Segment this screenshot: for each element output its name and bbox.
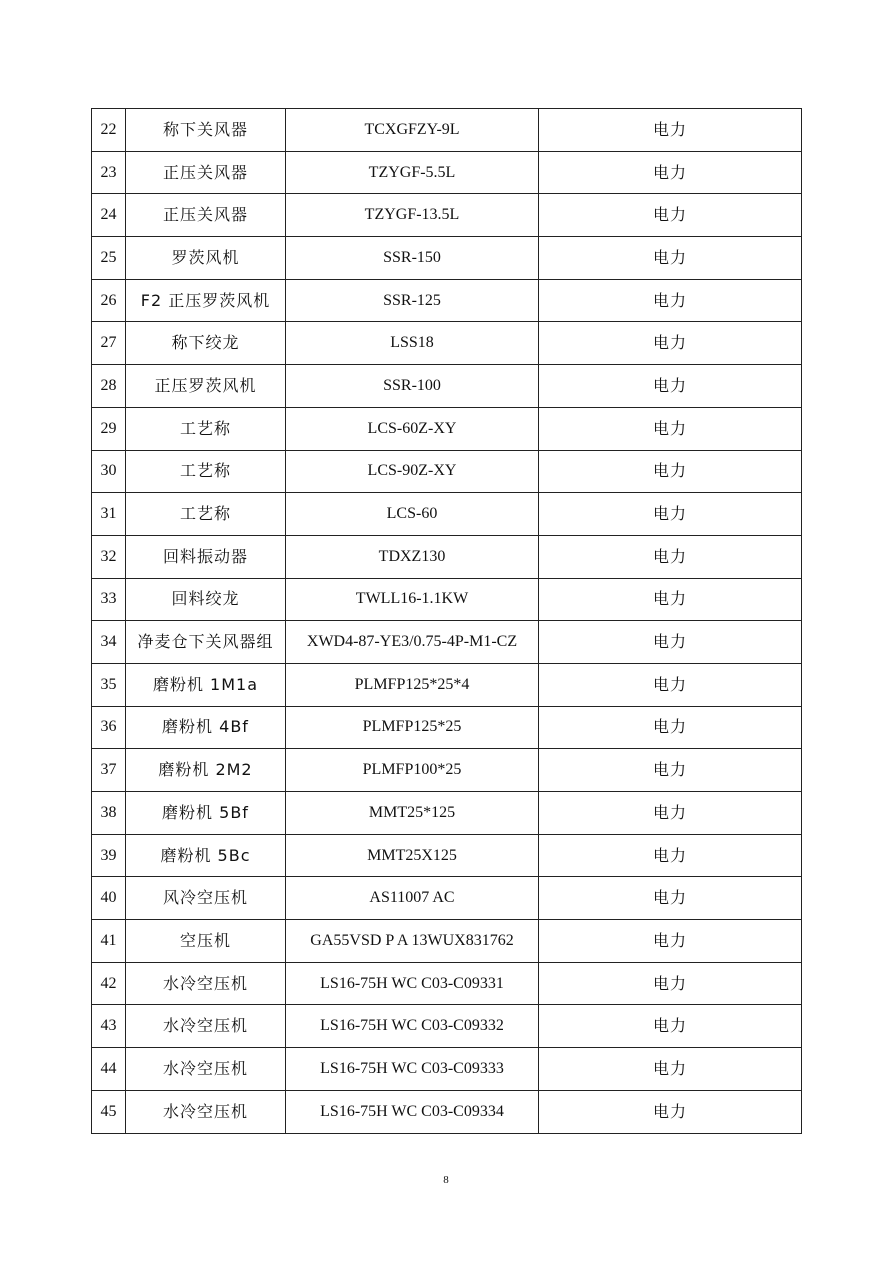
energy-type-cell: 电力 — [539, 877, 802, 920]
table-row — [92, 151, 802, 194]
row-number-cell: 33 — [92, 578, 126, 621]
equipment-name-cell: 磨粉机 4Bf — [126, 706, 286, 749]
equipment-name-cell: 正压关风器 — [126, 151, 286, 194]
energy-type-cell: 电力 — [539, 493, 802, 536]
energy-type-cell: 电力 — [539, 962, 802, 1005]
row-number-cell: 29 — [92, 407, 126, 450]
equipment-name-cell: 磨粉机 5Bc — [126, 834, 286, 877]
equipment-name-cell: 水冷空压机 — [126, 1090, 286, 1133]
table-row — [92, 1005, 802, 1048]
equipment-name-cell: 工艺称 — [126, 493, 286, 536]
equipment-model-cell: TZYGF-13.5L — [286, 194, 539, 237]
table-row — [92, 450, 802, 493]
row-number-cell: 40 — [92, 877, 126, 920]
row-number-cell: 38 — [92, 792, 126, 835]
equipment-name-cell: 风冷空压机 — [126, 877, 286, 920]
table-row — [92, 407, 802, 450]
table-row — [92, 706, 802, 749]
energy-type-cell: 电力 — [539, 706, 802, 749]
row-number-cell: 42 — [92, 962, 126, 1005]
row-number-cell: 28 — [92, 365, 126, 408]
equipment-name-cell: 罗茨风机 — [126, 237, 286, 280]
equipment-name-cell: 称下关风器 — [126, 109, 286, 152]
row-number-cell: 24 — [92, 194, 126, 237]
energy-type-cell: 电力 — [539, 365, 802, 408]
table-row — [92, 621, 802, 664]
table-row — [92, 1090, 802, 1133]
energy-type-cell: 电力 — [539, 535, 802, 578]
row-number-cell: 39 — [92, 834, 126, 877]
row-number-cell: 41 — [92, 920, 126, 963]
row-number-cell: 34 — [92, 621, 126, 664]
energy-type-cell: 电力 — [539, 322, 802, 365]
page-number: 8 — [443, 1174, 449, 1186]
equipment-name-cell: F2 正压罗茨风机 — [126, 279, 286, 322]
table-row — [92, 663, 802, 706]
row-number-cell: 35 — [92, 663, 126, 706]
equipment-model-cell: LS16-75H WC C03-C09333 — [286, 1048, 539, 1091]
row-number-cell: 31 — [92, 493, 126, 536]
equipment-model-cell: TCXGFZY-9L — [286, 109, 539, 152]
table-row — [92, 322, 802, 365]
equipment-model-cell: SSR-100 — [286, 365, 539, 408]
equipment-model-cell: TWLL16-1.1KW — [286, 578, 539, 621]
table-row — [92, 365, 802, 408]
equipment-model-cell: SSR-125 — [286, 279, 539, 322]
energy-type-cell: 电力 — [539, 749, 802, 792]
equipment-name-cell: 磨粉机 1M1a — [126, 663, 286, 706]
table-row — [92, 749, 802, 792]
equipment-model-cell: LCS-60Z-XY — [286, 407, 539, 450]
energy-type-cell: 电力 — [539, 279, 802, 322]
energy-type-cell: 电力 — [539, 621, 802, 664]
row-number-cell: 25 — [92, 237, 126, 280]
equipment-table-body — [92, 109, 802, 1134]
equipment-model-cell: GA55VSD P A 13WUX831762 — [286, 920, 539, 963]
equipment-model-cell: PLMFP100*25 — [286, 749, 539, 792]
equipment-model-cell: PLMFP125*25 — [286, 706, 539, 749]
equipment-name-cell: 工艺称 — [126, 407, 286, 450]
table-row — [92, 1048, 802, 1091]
equipment-model-cell: TDXZ130 — [286, 535, 539, 578]
row-number-cell: 26 — [92, 279, 126, 322]
equipment-name-cell: 回料振动器 — [126, 535, 286, 578]
equipment-model-cell: LCS-60 — [286, 493, 539, 536]
row-number-cell: 23 — [92, 151, 126, 194]
table-row — [92, 279, 802, 322]
row-number-cell: 43 — [92, 1005, 126, 1048]
equipment-name-cell: 称下绞龙 — [126, 322, 286, 365]
equipment-model-cell: TZYGF-5.5L — [286, 151, 539, 194]
row-number-cell: 45 — [92, 1090, 126, 1133]
row-number-cell: 36 — [92, 706, 126, 749]
table-row — [92, 792, 802, 835]
energy-type-cell: 电力 — [539, 834, 802, 877]
equipment-model-cell: MMT25*125 — [286, 792, 539, 835]
equipment-model-cell: SSR-150 — [286, 237, 539, 280]
row-number-cell: 32 — [92, 535, 126, 578]
equipment-name-cell: 工艺称 — [126, 450, 286, 493]
energy-type-cell: 电力 — [539, 792, 802, 835]
table-row — [92, 237, 802, 280]
equipment-model-cell: LS16-75H WC C03-C09332 — [286, 1005, 539, 1048]
energy-type-cell: 电力 — [539, 151, 802, 194]
table-row — [92, 834, 802, 877]
table-row — [92, 920, 802, 963]
equipment-name-cell: 正压罗茨风机 — [126, 365, 286, 408]
row-number-cell: 27 — [92, 322, 126, 365]
row-number-cell: 44 — [92, 1048, 126, 1091]
equipment-model-cell: MMT25X125 — [286, 834, 539, 877]
equipment-model-cell: LSS18 — [286, 322, 539, 365]
energy-type-cell: 电力 — [539, 1048, 802, 1091]
equipment-model-cell: LCS-90Z-XY — [286, 450, 539, 493]
energy-type-cell: 电力 — [539, 237, 802, 280]
energy-type-cell: 电力 — [539, 194, 802, 237]
equipment-model-cell: PLMFP125*25*4 — [286, 663, 539, 706]
equipment-name-cell: 水冷空压机 — [126, 1048, 286, 1091]
equipment-name-cell: 正压关风器 — [126, 194, 286, 237]
table-row — [92, 109, 802, 152]
equipment-table — [91, 108, 802, 1134]
equipment-name-cell: 水冷空压机 — [126, 962, 286, 1005]
equipment-model-cell: LS16-75H WC C03-C09331 — [286, 962, 539, 1005]
equipment-name-cell: 水冷空压机 — [126, 1005, 286, 1048]
equipment-name-cell: 回料绞龙 — [126, 578, 286, 621]
equipment-name-cell: 净麦仓下关风器组 — [126, 621, 286, 664]
energy-type-cell: 电力 — [539, 109, 802, 152]
energy-type-cell: 电力 — [539, 407, 802, 450]
equipment-model-cell: AS11007 AC — [286, 877, 539, 920]
equipment-name-cell: 空压机 — [126, 920, 286, 963]
equipment-name-cell: 磨粉机 2M2 — [126, 749, 286, 792]
table-row — [92, 962, 802, 1005]
row-number-cell: 30 — [92, 450, 126, 493]
energy-type-cell: 电力 — [539, 1005, 802, 1048]
energy-type-cell: 电力 — [539, 450, 802, 493]
table-row — [92, 578, 802, 621]
equipment-model-cell: XWD4-87-YE3/0.75-4P-M1-CZ — [286, 621, 539, 664]
table-row — [92, 877, 802, 920]
energy-type-cell: 电力 — [539, 578, 802, 621]
equipment-name-cell: 磨粉机 5Bf — [126, 792, 286, 835]
energy-type-cell: 电力 — [539, 1090, 802, 1133]
table-row — [92, 493, 802, 536]
row-number-cell: 37 — [92, 749, 126, 792]
table-row — [92, 535, 802, 578]
table-row — [92, 194, 802, 237]
energy-type-cell: 电力 — [539, 920, 802, 963]
row-number-cell: 22 — [92, 109, 126, 152]
equipment-model-cell: LS16-75H WC C03-C09334 — [286, 1090, 539, 1133]
energy-type-cell: 电力 — [539, 663, 802, 706]
